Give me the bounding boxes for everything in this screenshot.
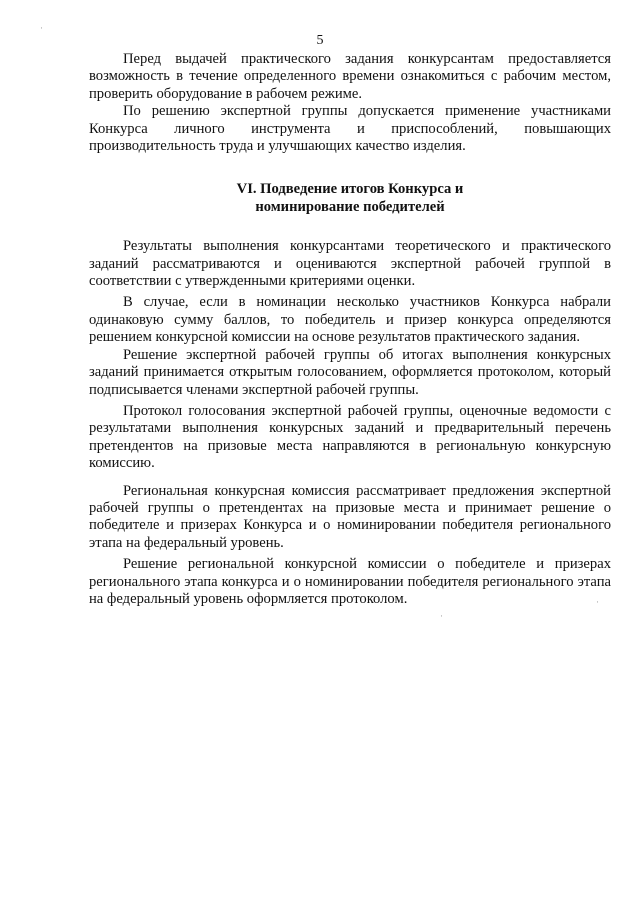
scan-speck: · [440, 611, 443, 621]
page-number: 5 [316, 33, 324, 48]
scan-speck: · [40, 23, 43, 33]
paragraph: Результаты выполнения конкурсантами теоретического и практического заданий рассматриваются и оцениваются экспертной рабочей группой в соответствии с утвержденными критериями оценки. [89, 238, 611, 290]
paragraph: Региональная конкурсная комиссия рассматривает предложения экспертной рабочей группы о претендентах на призовые места и принимает решение о победителе и призерах Конкурса и о номинировании победителя регионального этапа на федеральный уровень. [89, 482, 611, 551]
section-heading-line: номинирование победителей [255, 198, 445, 215]
scan-speck: · [596, 597, 599, 607]
paragraph: Протокол голосования экспертной рабочей группы, оценочные ведомости с результатами выполнения конкурсных заданий и предварительный перечень претендентов на призовые места направляются в региональную конкурсную комиссию. [89, 402, 611, 472]
paragraph: Перед выдачей практического задания конкурсантам предоставляется возможность в течение определенного времени ознакомиться с рабочим местом, проверить оборудование в рабочем режиме. [89, 51, 611, 102]
paragraph: В случае, если в номинации несколько участников Конкурса набрали одинаковую сумму баллов, то победитель и призер конкурса определяются решением конкурсной комиссии на основе результатов практического задания. [89, 294, 611, 346]
section-heading [89, 181, 611, 216]
paragraph: По решению экспертной группы допускается применение участниками Конкурса личного инструмента и приспособлений, повышающих производительность труда и улучшающих качество изделия. [89, 103, 611, 155]
paragraph: Решение региональной конкурсной комиссии о победителе и призерах регионального этапа конкурса и о номинировании победителя регионального этапа на федеральный уровень оформляется протоколом. [89, 556, 611, 607]
section-heading-line: VI. Подведение итогов Конкурса и [236, 181, 464, 198]
paragraph: Решение экспертной рабочей группы об итогах выполнения конкурсных заданий принимается открытым голосованием, оформляется протоколом, который подписывается членами экспертной рабочей группы. [89, 346, 611, 398]
document-body [89, 51, 611, 608]
